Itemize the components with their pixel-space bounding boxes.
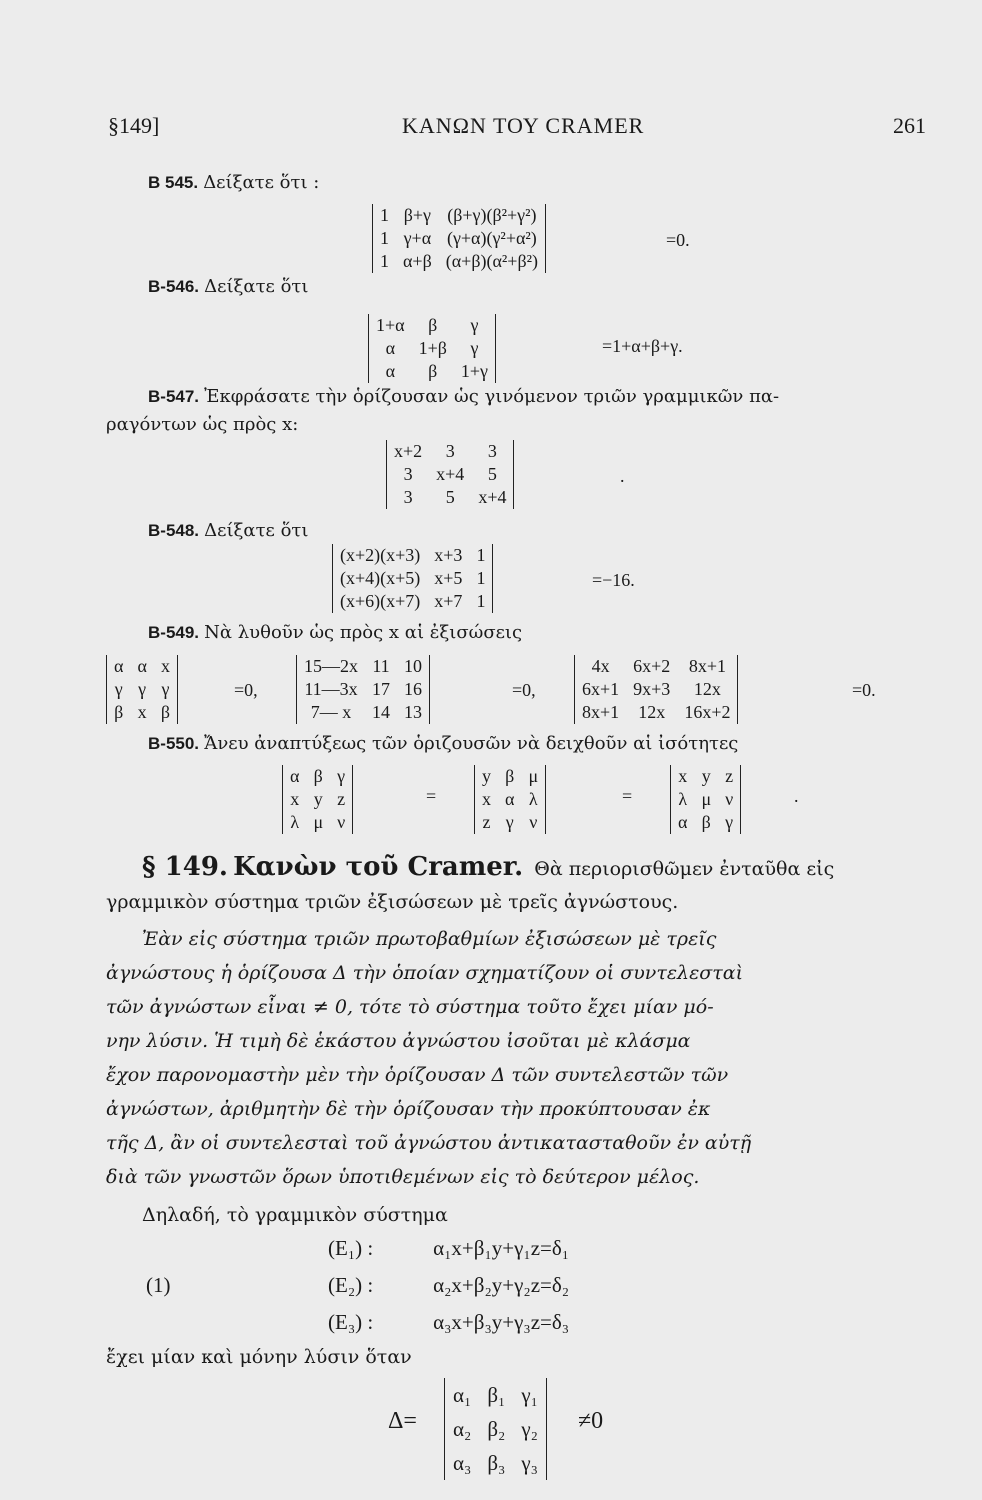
determinant-entry: β (428, 315, 438, 335)
determinant-entry: 14 (372, 702, 390, 722)
problem-text: Δείξατε ὅτι (204, 520, 309, 541)
delta-determinant (444, 1378, 547, 1480)
equals-sign: = (426, 786, 437, 806)
determinant-entry: 1 (476, 545, 486, 565)
determinant-entry: α (137, 656, 147, 676)
equals-sign: = (622, 786, 633, 806)
determinant-entry: μ (528, 766, 539, 786)
determinant-entry: y (482, 766, 491, 786)
determinant-row (283, 811, 352, 834)
determinant-entry: 12x (693, 679, 721, 699)
determinant-entry: β (505, 766, 515, 786)
theorem-line: διὰ τῶν γνωστῶν ὅρων ὑποτιθεμένων εἰς τὸ δεύτερον μέλος. (106, 1166, 700, 1188)
problem-label: B-548. (148, 521, 200, 540)
determinant-entry: β₁ (487, 1382, 506, 1407)
problem-label: B-549. (148, 623, 200, 642)
determinant-entry: 16x+2 (684, 702, 731, 722)
determinant-entry: 3 (445, 441, 455, 461)
determinant-entry: γ (470, 315, 479, 335)
equation: α₃x+β₃y+γ₃z=δ₃ (433, 1310, 570, 1334)
determinant-row (575, 678, 737, 701)
theorem-line: Ἐὰν εἰς σύστημα τριῶν πρωτοβαθμίων ἐξισώσεων μὲ τρεῖς (142, 928, 717, 950)
determinant-entry: y (313, 789, 323, 809)
problem-547 (148, 386, 779, 407)
determinant-entry: (γ+α)(γ²+α²) (446, 228, 537, 248)
determinant-entry: 5 (445, 487, 455, 507)
determinant-entry: α (385, 361, 396, 381)
determinant-entry: 13 (404, 702, 422, 722)
problem-label: B-550. (148, 734, 200, 753)
determinant-row (445, 1378, 546, 1412)
determinant-entry: γ₂ (521, 1416, 538, 1441)
determinant-entry: γ (505, 812, 514, 832)
delta-rhs: ≠0 (578, 1408, 604, 1434)
determinant-entry: (x+2)(x+3) (340, 545, 421, 565)
theorem-line: ἀγνώστων, ἀριθμητὴν δὲ τὴν ὁρίζουσαν τὴν προκύπτουσαν ἐκ (106, 1098, 711, 1120)
determinant-entry: β (313, 766, 323, 786)
determinant-entry: x+2 (394, 441, 423, 461)
determinant-entry: x (137, 702, 147, 722)
header-section-ref: §149] (108, 113, 160, 138)
determinant-entry: γ (114, 679, 123, 699)
determinant-entry: 8x+1 (582, 702, 620, 722)
determinant-entry: z (725, 766, 734, 786)
problem-text: Δείξατε ὅτι (204, 276, 309, 297)
determinant-545 (372, 204, 546, 273)
equation-row (328, 1273, 569, 1310)
determinant-entry: y (701, 766, 711, 786)
determinant-entry: 3 (403, 464, 413, 484)
determinant-entry: ν (529, 812, 538, 832)
equation: α₂x+β₂y+γ₂z=δ₂ (433, 1273, 570, 1297)
theorem-line: τῶν ἀγνώστων εἶναι ≠ 0, τότε τὸ σύστημα τοῦτο ἔχει μίαν μό- (106, 996, 714, 1018)
determinant-547 (386, 440, 514, 509)
problem-label: B-547. (148, 387, 200, 406)
problem-text: Νὰ λυθοῦν ὡς πρὸς x αἱ ἐξισώσεις (204, 622, 523, 643)
determinant-entry: 16 (404, 679, 422, 699)
problem-text: Δείξατε ὅτι : (203, 172, 320, 193)
determinant-row (333, 567, 492, 590)
determinant-row (297, 678, 429, 701)
equation-name: (E₃) : (328, 1310, 374, 1334)
determinant-entry: ν (725, 789, 734, 809)
determinant-entry: γ₁ (521, 1382, 538, 1407)
determinant-rhs: =0, (234, 680, 258, 700)
determinant-entry: 9x+3 (633, 679, 671, 699)
determinant-row (373, 227, 545, 250)
delta-lhs: Δ= (388, 1408, 417, 1434)
determinant-entry: α (505, 789, 515, 809)
determinant-entry: β (160, 702, 171, 722)
determinant-entry: x (482, 789, 491, 809)
determinant-row (297, 655, 429, 678)
determinant-entry: 17 (372, 679, 390, 699)
determinant-entry: 10 (404, 656, 422, 676)
system-label: (1) (146, 1273, 171, 1297)
problem-text-continued: ραγόντων ὡς πρὸς x: (106, 414, 299, 435)
determinant-entry: 11—3x (304, 679, 358, 699)
determinant-entry: β (114, 702, 124, 722)
determinant-row (387, 486, 513, 509)
theorem-line: ἔχον παρονομαστὴν μὲν τὴν ὁρίζουσαν Δ τῶν συντελεστῶν τῶν (106, 1064, 729, 1086)
determinant-entry: μ (701, 789, 712, 809)
problem-text: Ἄνευ ἀναπτύξεως τῶν ὁριζουσῶν νὰ δειχθοῦν αἱ ἰσότητες (204, 733, 739, 754)
determinant-row (107, 655, 177, 678)
determinant-entry: x+4 (478, 487, 507, 507)
determinant-row (387, 440, 513, 463)
determinant-entry: λ (290, 812, 300, 832)
determinant-entry: 1+γ (460, 361, 489, 381)
determinant-row (107, 678, 177, 701)
determinant-entry: γ (161, 679, 170, 699)
determinant-row (373, 250, 545, 273)
determinant-entry: 15—2x (304, 656, 358, 676)
determinant-entry: x+5 (434, 568, 463, 588)
determinant-row (283, 788, 352, 811)
determinant-entry: α₁ (453, 1382, 472, 1407)
determinant-entry: 1 (476, 568, 486, 588)
section-intro: Θὰ περιορισθῶμεν ἐνταῦθα εἰς (534, 858, 835, 880)
determinant-rhs: =0. (852, 680, 876, 700)
determinant-entry: 6x+1 (582, 679, 620, 699)
determinant-entry: x (160, 656, 170, 676)
determinant-entry: 5 (487, 464, 497, 484)
determinant-entry: α (290, 766, 300, 786)
determinant-row (671, 765, 740, 788)
condition-text: ἔχει μίαν καὶ μόνην λύσιν ὅταν (106, 1346, 412, 1368)
determinant-550-b (474, 765, 546, 834)
determinant-entry: λ (528, 789, 538, 809)
determinant-entry: 1 (380, 205, 389, 225)
determinant-entry: 7— x (310, 702, 352, 722)
determinant-rhs: . (620, 466, 625, 486)
equation-row (328, 1236, 569, 1273)
determinant-row (445, 1412, 546, 1446)
equation-system (328, 1236, 569, 1347)
determinant-entry: 1+α (376, 315, 405, 335)
determinant-row (333, 590, 492, 613)
equation-name: (E₂) : (328, 1273, 374, 1297)
determinant-entry: α+β (403, 251, 432, 271)
determinant-row (283, 765, 352, 788)
determinant-rhs: =1+α+β+γ. (602, 336, 683, 356)
determinant-entry: x+3 (434, 545, 463, 565)
determinant-row (475, 765, 545, 788)
theorem-line: τῆς Δ, ἂν οἱ συντελεσταὶ τοῦ ἀγνώστου ἀντικατασταθοῦν ἐν αὐτῇ (106, 1132, 752, 1154)
determinant-entry: γ₃ (521, 1450, 538, 1475)
problem-548 (148, 520, 308, 541)
determinant-entry: γ (337, 766, 346, 786)
determinant-row (475, 788, 545, 811)
determinant-entry: γ+α (403, 228, 432, 248)
determinant-row (671, 811, 740, 834)
determinant-row (387, 463, 513, 486)
determinant-row (445, 1446, 546, 1480)
section-heading (142, 852, 834, 882)
determinant-entry: (β+γ)(β²+γ²) (447, 205, 537, 225)
determinant-entry: 6x+2 (633, 656, 671, 676)
section-intro-continued: γραμμικὸν σύστημα τριῶν ἐξισώσεων μὲ τρεῖς ἀγνώστους. (106, 891, 679, 913)
determinant-entry: (x+4)(x+5) (340, 568, 421, 588)
determinant-entry: x (290, 789, 300, 809)
equation-row (328, 1310, 569, 1347)
theorem-block (106, 928, 751, 1200)
determinant-entry: 1 (380, 251, 389, 271)
determinant-entry: x+7 (434, 591, 463, 611)
determinant-rhs: =0, (512, 680, 536, 700)
determinant-entry: α (114, 656, 124, 676)
determinant-entry: (α+β)(α²+β²) (445, 251, 538, 271)
determinant-entry: x+4 (436, 464, 465, 484)
problem-546 (148, 276, 308, 297)
determinant-row (373, 204, 545, 227)
problem-label: B-546. (148, 277, 200, 296)
determinant-entry: γ (470, 338, 479, 358)
determinant-entry: β (428, 361, 438, 381)
determinant-entry: 8x+1 (688, 656, 726, 676)
determinant-546 (368, 314, 496, 383)
determinant-row (333, 544, 492, 567)
determinant-entry: 3 (487, 441, 497, 461)
header-title: ΚΑΝΩΝ ΤΟΥ CRAMER (402, 113, 645, 138)
determinant-row (575, 701, 737, 724)
determinant-entry: 4x (591, 656, 610, 676)
determinant-entry: γ (138, 679, 147, 699)
determinant-row (475, 811, 545, 834)
problem-text: Ἐκφράσατε τὴν ὁρίζουσαν ὡς γινόμενον τριῶν γραμμικῶν πα- (204, 386, 780, 407)
determinant-row (107, 701, 177, 724)
determinant-548 (332, 544, 493, 613)
determinant-550-c (670, 765, 741, 834)
determinant-entry: β₂ (487, 1416, 506, 1441)
determinant-row (297, 701, 429, 724)
determinant-entry: z (482, 812, 491, 832)
determinant-549-c (574, 655, 738, 724)
determinant-entry: z (337, 789, 346, 809)
section-number: § 149. (142, 852, 228, 882)
determinant-row (671, 788, 740, 811)
determinant-row (369, 360, 495, 383)
problem-550 (148, 733, 738, 754)
determinant-entry: ν (337, 812, 346, 832)
problem-545 (148, 172, 319, 193)
determinant-entry: α₃ (453, 1450, 472, 1475)
determinant-row (575, 655, 737, 678)
section-title: Κανὼν τοῦ Cramer. (233, 852, 524, 882)
determinant-entry: α₂ (453, 1416, 472, 1441)
determinant-entry: α (678, 812, 688, 832)
equation: α₁x+β₁y+γ₁z=δ₁ (433, 1236, 570, 1260)
problem-549 (148, 622, 522, 643)
problem-label: B 545. (148, 173, 199, 192)
header-page-number: 261 (893, 113, 926, 138)
determinant-entry: β (701, 812, 711, 832)
determinant-entry: α (385, 338, 396, 358)
determinant-entry: (x+6)(x+7) (340, 591, 421, 611)
determinant-row (369, 337, 495, 360)
determinant-entry: x (678, 766, 688, 786)
determinant-entry: λ (678, 789, 688, 809)
determinant-entry: 1 (380, 228, 389, 248)
determinant-row (369, 314, 495, 337)
end-period: . (794, 786, 799, 806)
determinant-rhs: =0. (666, 230, 690, 250)
determinant-entry: 3 (403, 487, 413, 507)
determinant-entry: 1+β (418, 338, 447, 358)
system-lead: Δηλαδή, τὸ γραμμικὸν σύστημα (142, 1204, 448, 1226)
determinant-rhs: =−16. (592, 570, 635, 590)
determinant-entry: β+γ (403, 205, 431, 225)
theorem-line: ἀγνώστους ἡ ὁρίζουσα Δ τὴν ὁποίαν σχηματίζουν οἱ συντελεσταὶ (106, 962, 744, 984)
theorem-line: νην λύσιν. Ἡ τιμὴ δὲ ἑκάστου ἀγνώστου ἰσοῦται μὲ κλάσμα (106, 1030, 691, 1052)
determinant-entry: 1 (476, 591, 486, 611)
equation-name: (E₁) : (328, 1236, 374, 1260)
determinant-entry: μ (313, 812, 324, 832)
determinant-550-a (282, 765, 353, 834)
determinant-entry: 11 (372, 656, 390, 676)
determinant-entry: γ (725, 812, 734, 832)
determinant-entry: 12x (638, 702, 666, 722)
determinant-entry: β₃ (487, 1450, 506, 1475)
determinant-549-a (106, 655, 178, 724)
determinant-549-b (296, 655, 430, 724)
